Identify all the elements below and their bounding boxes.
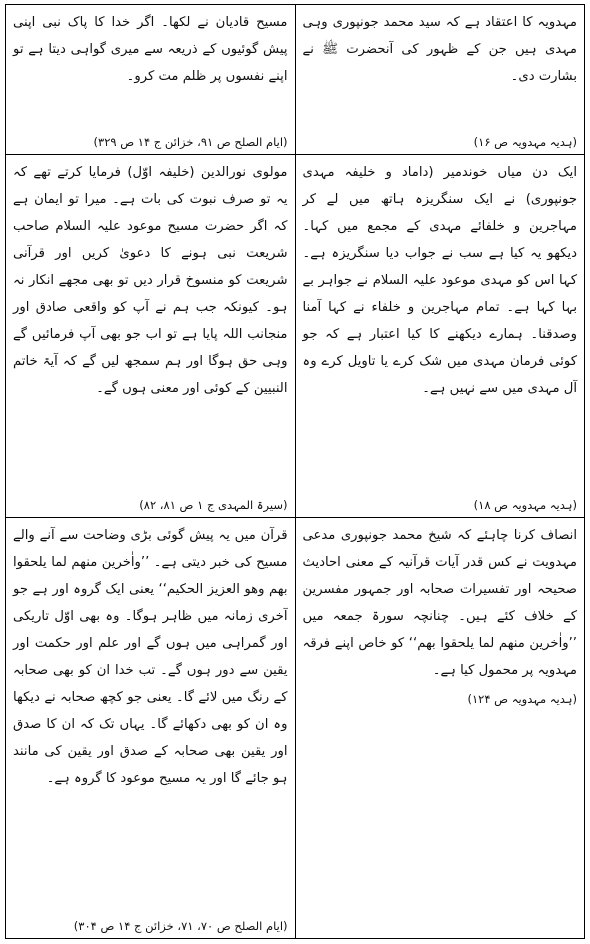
- qadiani-cell: [6, 518, 296, 939]
- mahdavi-text: مہدویہ کا اعتقاد ہے کہ سید محمد جونپوری وہی مہدی ہیں جن کے ظہور کی آنحضرت ﷺ نے بشارت دی۔: [302, 15, 577, 84]
- qadiani-reference: (ایام الصلح ص ۷۰، ۷۱، خزائن ج ۱۴ ص ۳۰۴): [73, 919, 288, 933]
- table-row: [6, 155, 585, 518]
- qadiani-text: مولوی نورالدین (خلیفہ اوّل) فرمایا کرتے تھے کہ یہ تو صرف نبوت کی بات ہے۔ میرا تو ایمان ہے کہ اگر حضرت مسیح موعود علیہ السلام صاحب شریعت نبی ہونے کا دعویٰ کریں اور قرآنی شریعت کو منسوخ قرار دیں تو بھی مجھے انکار نہ ہو۔ کیونکہ جب ہم نے آپ کو واقعی صادق اور منجانب اللہ پایا ہے تو اب جو بھی آپ فرمائیں گے وہی حق ہوگا اور ہم سمجھ لیں گے کہ آیۃ خاتم النبیین کے کوئی اور معنی ہوں گے۔: [13, 165, 288, 396]
- mahdavi-reference: (ہدیہ مہدویہ ص ۱۶): [473, 135, 577, 149]
- qadiani-reference: (ایام الصلح ص ۹۱، خزائن ج ۱۴ ص ۳۲۹): [93, 135, 288, 149]
- mahdavi-reference: (ہدیہ مہدویہ ص ۱۸): [473, 498, 577, 512]
- qadiani-reference: (سیرۃ المہدی ج ۱ ص ۸۱، ۸۲): [139, 498, 288, 512]
- comparison-table: [5, 4, 585, 939]
- mahdavi-text: انصاف کرنا چاہئے کہ شیخ محمد جونپوری مدعی مہدویت نے کس قدر آیات قرآنیہ کے معنی احادیث صحیحہ اور تفسیرات صحابہ اور جمہور مفسرین کے خلاف کئے ہیں۔ چنانچہ سورۃ جمعہ میں ’’واٰخرین منھم لما یلحقوا بھم‘‘ کو خاص اپنے فرقہ مہدویہ پر محمول کیا ہے۔: [302, 528, 577, 678]
- mahdavi-cell: [295, 155, 585, 518]
- table-row: [6, 5, 585, 155]
- mahdavi-cell: [295, 518, 585, 939]
- mahdavi-reference: (ہدیہ مہدویہ ص ۱۲۴): [467, 692, 577, 706]
- mahdavi-cell: [295, 5, 585, 155]
- qadiani-text: قرآن میں یہ پیش گوئی بڑی وضاحت سے آنے والے مسیح کی خبر دیتی ہے۔ ’’واٰخرین منھم لما یلحقوا بھم وھو العزیز الحکیم‘‘ یعنی ایک گروہ اور ہے جو آخری زمانہ میں ظاہر ہوگا۔ وہ بھی اوّل تاریکی اور گمراہی میں ہوں گے اور علم اور حکمت اور یقین سے دور ہوں گے۔ تب خدا ان کو بھی صحابہ کے رنگ میں لائے گا۔ یعنی جو کچھ صحابہ نے دیکھا وہ ان کو بھی دکھائے گا۔ یہاں تک کہ ان کا صدق اور یقین بھی صحابہ کے صدق اور یقین کی مانند ہو جائے گا اور یہ مسیح موعود کا گروہ ہے۔: [13, 528, 288, 786]
- qadiani-cell: [6, 5, 296, 155]
- qadiani-cell: [6, 155, 296, 518]
- table-row: [6, 518, 585, 939]
- qadiani-text: مسیح قادیان نے لکھا۔ اگر خدا کا پاک نبی اپنی پیش گوئیوں کے ذریعہ سے میری گواہی دیتا ہے تو اپنے نفسوں پر ظلم مت کرو۔: [13, 15, 288, 84]
- mahdavi-text: ایک دن میاں خوندمیر (داماد و خلیفہ مہدی جونپوری) نے ایک سنگریزہ ہاتھ میں لے کر مہاجرین و خلفائے مہدی کے مجمع میں کہا۔ دیکھو یہ کیا ہے سب نے جواب دیا سنگریزہ ہے۔ کہا اس کو مہدی موعود علیہ السلام نے جواہر بے بہا کہا ہے۔ تمام مہاجرین و خلفاء نے کہا آمنا وصدقنا۔ ہمارے دیکھنے کا کیا اعتبار ہے کہ جو کوئی فرمان مہدی میں شک کرے یا تاویل کرے وہ آل مہدی میں سے نہیں ہے۔: [302, 165, 577, 396]
